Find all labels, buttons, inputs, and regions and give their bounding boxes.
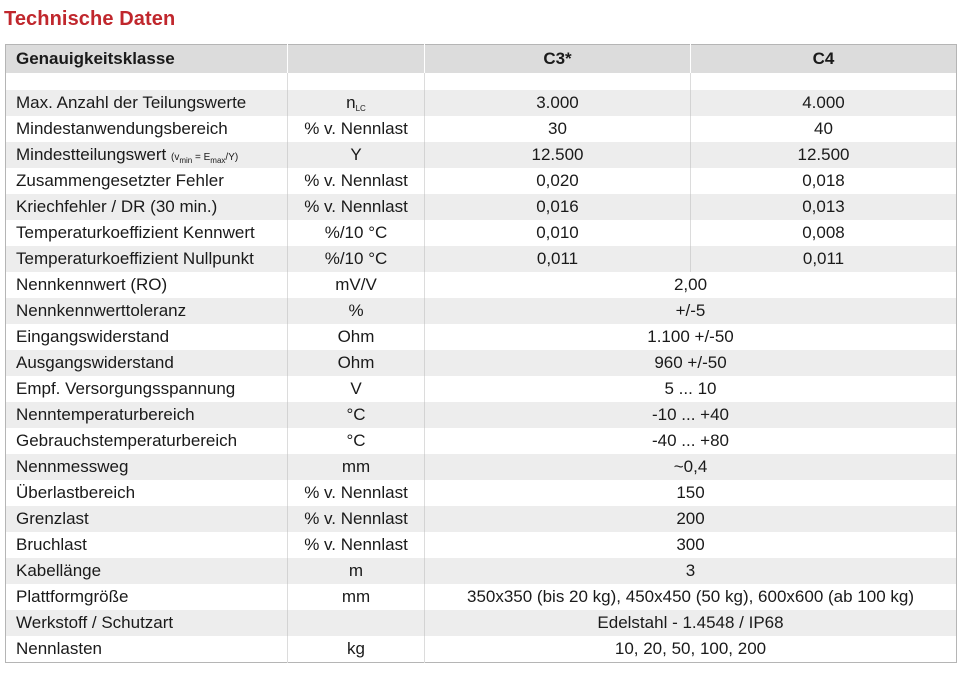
row-label: Überlastbereich bbox=[6, 480, 288, 506]
row-label: Max. Anzahl der Teilungswerte bbox=[6, 90, 288, 116]
row-label: Eingangswiderstand bbox=[6, 324, 288, 350]
table-row bbox=[6, 298, 957, 324]
row-value: 350x350 (bis 20 kg), 450x450 (50 kg), 600x600 (ab 100 kg) bbox=[425, 584, 957, 610]
row-unit bbox=[288, 610, 425, 636]
row-value: +/-5 bbox=[425, 298, 957, 324]
row-unit: °C bbox=[288, 428, 425, 454]
table-row bbox=[6, 558, 957, 584]
row-label: Nenntemperaturbereich bbox=[6, 402, 288, 428]
table-row bbox=[6, 142, 957, 168]
row-value-c3: 0,011 bbox=[425, 246, 691, 272]
row-unit: Ohm bbox=[288, 350, 425, 376]
row-label: Plattformgröße bbox=[6, 584, 288, 610]
row-unit: kg bbox=[288, 636, 425, 663]
table-row bbox=[6, 480, 957, 506]
row-unit: % v. Nennlast bbox=[288, 168, 425, 194]
header-c3: C3* bbox=[425, 45, 691, 74]
row-value: 300 bbox=[425, 532, 957, 558]
row-value: 150 bbox=[425, 480, 957, 506]
row-value-c3: 0,016 bbox=[425, 194, 691, 220]
header-unit bbox=[288, 45, 425, 74]
table-row bbox=[6, 584, 957, 610]
row-label: Grenzlast bbox=[6, 506, 288, 532]
row-label: Nennmessweg bbox=[6, 454, 288, 480]
spacer-row bbox=[6, 73, 957, 90]
table-row bbox=[6, 506, 957, 532]
row-unit: %/10 °C bbox=[288, 246, 425, 272]
row-value-c3: 12.500 bbox=[425, 142, 691, 168]
row-value: 960 +/-50 bbox=[425, 350, 957, 376]
table-row bbox=[6, 220, 957, 246]
row-label: Nennkennwerttoleranz bbox=[6, 298, 288, 324]
row-value-c3: 3.000 bbox=[425, 90, 691, 116]
row-value: 1.100 +/-50 bbox=[425, 324, 957, 350]
row-label: Werkstoff / Schutzart bbox=[6, 610, 288, 636]
header-accuracy-class: Genauigkeitsklasse bbox=[6, 45, 288, 74]
table-row bbox=[6, 454, 957, 480]
table-row bbox=[6, 324, 957, 350]
row-unit: mm bbox=[288, 584, 425, 610]
table-row bbox=[6, 90, 957, 116]
row-value-c3: 30 bbox=[425, 116, 691, 142]
section-title: Technische Daten bbox=[4, 8, 176, 30]
row-unit: m bbox=[288, 558, 425, 584]
row-label: Mindestanwendungsbereich bbox=[6, 116, 288, 142]
row-unit: % v. Nennlast bbox=[288, 480, 425, 506]
row-value: 2,00 bbox=[425, 272, 957, 298]
row-label: Mindestteilungswert (vmin = Emax/Y) bbox=[6, 142, 288, 168]
row-unit: % v. Nennlast bbox=[288, 532, 425, 558]
table-row bbox=[6, 376, 957, 402]
row-value-c4: 0,011 bbox=[691, 246, 957, 272]
row-label: Kabellänge bbox=[6, 558, 288, 584]
row-unit: % v. Nennlast bbox=[288, 194, 425, 220]
table-row bbox=[6, 116, 957, 142]
row-value-c3: 0,020 bbox=[425, 168, 691, 194]
row-unit: Ohm bbox=[288, 324, 425, 350]
row-label: Ausgangswiderstand bbox=[6, 350, 288, 376]
row-label: Zusammengesetzter Fehler bbox=[6, 168, 288, 194]
row-value: ~0,4 bbox=[425, 454, 957, 480]
row-value-c4: 0,008 bbox=[691, 220, 957, 246]
table-header-row bbox=[6, 45, 957, 74]
row-label: Temperaturkoeffizient Nullpunkt bbox=[6, 246, 288, 272]
row-unit: °C bbox=[288, 402, 425, 428]
row-value: 10, 20, 50, 100, 200 bbox=[425, 636, 957, 663]
table-row bbox=[6, 636, 957, 663]
header-c4: C4 bbox=[691, 45, 957, 74]
row-unit: mm bbox=[288, 454, 425, 480]
table-row bbox=[6, 610, 957, 636]
table-row bbox=[6, 168, 957, 194]
table-row bbox=[6, 532, 957, 558]
row-unit: % bbox=[288, 298, 425, 324]
table-row bbox=[6, 272, 957, 298]
table-row bbox=[6, 428, 957, 454]
row-value: -40 ... +80 bbox=[425, 428, 957, 454]
row-label: Gebrauchstemperaturbereich bbox=[6, 428, 288, 454]
row-value: 200 bbox=[425, 506, 957, 532]
row-unit: % v. Nennlast bbox=[288, 506, 425, 532]
row-unit: %/10 °C bbox=[288, 220, 425, 246]
row-value-c4: 0,013 bbox=[691, 194, 957, 220]
row-label: Bruchlast bbox=[6, 532, 288, 558]
technical-data-table bbox=[5, 44, 957, 663]
row-value-c3: 0,010 bbox=[425, 220, 691, 246]
row-value-c4: 40 bbox=[691, 116, 957, 142]
row-value: -10 ... +40 bbox=[425, 402, 957, 428]
row-unit: V bbox=[288, 376, 425, 402]
row-value: 3 bbox=[425, 558, 957, 584]
table-row bbox=[6, 194, 957, 220]
row-unit: % v. Nennlast bbox=[288, 116, 425, 142]
row-value-c4: 0,018 bbox=[691, 168, 957, 194]
row-value-c4: 12.500 bbox=[691, 142, 957, 168]
row-value-c4: 4.000 bbox=[691, 90, 957, 116]
row-label: Nennkennwert (RO) bbox=[6, 272, 288, 298]
row-unit: mV/V bbox=[288, 272, 425, 298]
row-value: Edelstahl - 1.4548 / IP68 bbox=[425, 610, 957, 636]
row-unit: Y bbox=[288, 142, 425, 168]
row-label: Nennlasten bbox=[6, 636, 288, 663]
table-row bbox=[6, 350, 957, 376]
row-label: Kriechfehler / DR (30 min.) bbox=[6, 194, 288, 220]
row-label: Empf. Versorgungsspannung bbox=[6, 376, 288, 402]
table-row bbox=[6, 246, 957, 272]
row-unit: nLC bbox=[288, 90, 425, 116]
row-value: 5 ... 10 bbox=[425, 376, 957, 402]
table-row bbox=[6, 402, 957, 428]
row-label: Temperaturkoeffizient Kennwert bbox=[6, 220, 288, 246]
